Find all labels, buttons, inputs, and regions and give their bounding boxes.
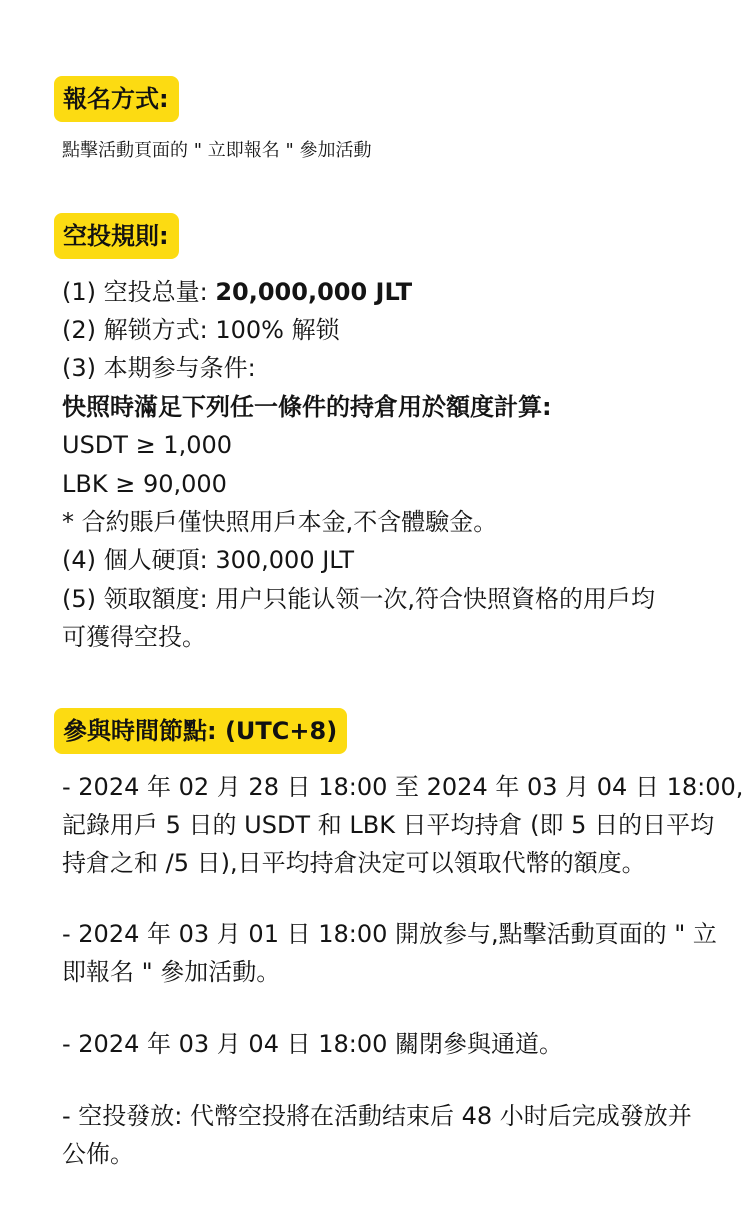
time-p2-line2: 即報名 " 參加活動。 [62, 958, 281, 986]
time-heading-badge [54, 708, 347, 754]
signup-heading-badge [54, 76, 179, 122]
rules-unlock: (2) 解锁方式: 100% 解锁 [62, 316, 340, 344]
rules-heading: 空投規則: [63, 222, 169, 250]
rules-total-value: 20,000,000 JLT [215, 278, 413, 306]
rules-total-label: (1) 空投总量: [62, 278, 216, 306]
rules-usdt: USDT ≥ 1,000 [62, 431, 233, 459]
rules-condition-title: (3) 本期参与条件: [62, 354, 256, 382]
rules-heading-badge [54, 213, 179, 259]
time-p1-line3: 持倉之和 /5 日),日平均持倉決定可以領取代幣的額度。 [62, 849, 646, 877]
time-p1-line1: - 2024 年 02 月 28 日 18:00 至 2024 年 03 月 04 日 18:00, [62, 773, 744, 801]
rules-claim-line1: (5) 领取額度: 用户只能认领一次,符合快照資格的用戶均 [62, 585, 655, 613]
signup-heading: 報名方式: [63, 85, 169, 113]
rules-lbk: LBK ≥ 90,000 [62, 470, 227, 498]
signup-text [62, 139, 371, 163]
time-p4-line1: - 空投發放: 代幣空投將在活動结束后 48 小时后完成發放并 [62, 1102, 692, 1130]
rules-claim-line2: 可獲得空投。 [62, 623, 206, 651]
time-p4-line2: 公佈。 [62, 1140, 134, 1168]
rules-condition-bold: 快照時滿足下列任一條件的持倉用於額度計算: [62, 393, 552, 421]
time-p2-line1: - 2024 年 03 月 01 日 18:00 開放参与,點擊活動頁面的 " 立 [62, 920, 717, 948]
rules-cap: (4) 個人硬頂: 300,000 JLT [62, 546, 355, 574]
time-heading: 參與時間節點: (UTC+8) [63, 717, 338, 745]
time-p1-line2: 記錄用戶 5 日的 USDT 和 LBK 日平均持倉 (即 5 日的日平均 [62, 811, 715, 839]
rules-note: * 合約賬戶僅快照用戶本金,不含體驗金。 [62, 508, 498, 536]
signup-text-content: 點擊活動頁面的 " 立即報名 " 參加活動 [62, 140, 372, 161]
rules-total [62, 274, 412, 310]
time-p3-line1: - 2024 年 03 月 04 日 18:00 關閉參與通道。 [62, 1030, 564, 1058]
